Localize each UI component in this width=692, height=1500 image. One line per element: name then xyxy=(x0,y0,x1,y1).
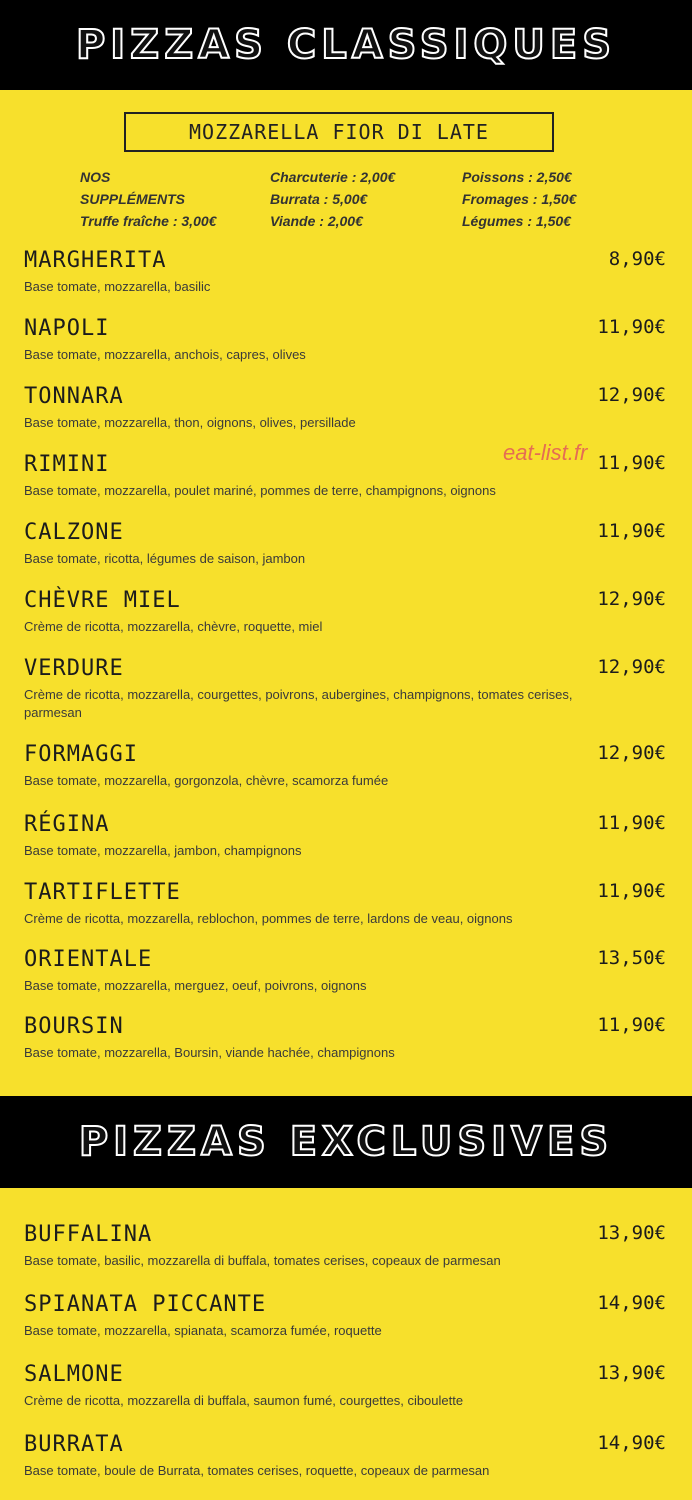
supplement-charcuterie: Charcuterie : 2,00€ xyxy=(270,169,396,185)
supplements-heading-line2: SUPPLÉMENTS xyxy=(80,191,186,207)
item-price: 12,90€ xyxy=(597,742,666,764)
item-name: MARGHERITA xyxy=(24,248,167,273)
item-name: TONNARA xyxy=(24,384,124,409)
item-name: NAPOLI xyxy=(24,316,110,341)
item-price: 14,90€ xyxy=(597,1432,666,1454)
supplement-legumes: Légumes : 1,50€ xyxy=(462,213,571,229)
item-description: Crème de ricotta, mozzarella, courgettes, poivrons, aubergines, champignons, tomates cerises, parmesan xyxy=(24,687,573,720)
item-name: TARTIFLETTE xyxy=(24,880,181,905)
item-name: RÉGINA xyxy=(24,812,110,837)
item-description: Crème de ricotta, mozzarella, reblochon, pommes de terre, lardons de veau, oignons xyxy=(24,911,513,926)
item-price: 8,90€ xyxy=(608,248,666,270)
supplement-burrata: Burrata : 5,00€ xyxy=(270,191,368,207)
supplement-truffe: Truffe fraîche : 3,00€ xyxy=(80,213,217,229)
supplement-fromages: Fromages : 1,50€ xyxy=(462,191,577,207)
header-pizzas-exclusives xyxy=(0,1096,692,1188)
item-description: Crème de ricotta, mozzarella, chèvre, roquette, miel xyxy=(24,619,323,634)
item-description: Crème de ricotta, mozzarella di buffala, saumon fumé, courgettes, ciboulette xyxy=(24,1393,464,1408)
item-name: BURRATA xyxy=(24,1432,124,1457)
header-pizzas-classiques xyxy=(0,0,692,90)
item-name: CHÈVRE MIEL xyxy=(24,588,181,613)
supplement-viande: Viande : 2,00€ xyxy=(270,213,363,229)
item-price: 11,90€ xyxy=(597,520,666,542)
item-price: 11,90€ xyxy=(597,316,666,338)
item-name: CALZONE xyxy=(24,520,124,545)
eat-list-watermark: eat-list.fr xyxy=(503,440,588,465)
supplements-col-1 xyxy=(80,166,216,232)
item-price: 12,90€ xyxy=(597,588,666,610)
item-name: SALMONE xyxy=(24,1362,124,1387)
item-price: 11,90€ xyxy=(597,452,666,474)
supplements-col-3 xyxy=(462,166,576,232)
supplement-poissons: Poissons : 2,50€ xyxy=(462,169,572,185)
item-description: Base tomate, mozzarella, poulet mariné, pommes de terre, champignons, oignons xyxy=(24,483,496,498)
item-description: Base tomate, mozzarella, jambon, champignons xyxy=(24,843,302,858)
item-price: 12,90€ xyxy=(597,384,666,406)
item-price: 11,90€ xyxy=(597,1014,666,1036)
item-price: 12,90€ xyxy=(597,656,666,678)
item-price: 13,90€ xyxy=(597,1222,666,1244)
item-description: Base tomate, mozzarella, thon, oignons, olives, persillade xyxy=(24,415,356,430)
item-description: Base tomate, boule de Burrata, tomates cerises, roquette, copeaux de parmesan xyxy=(24,1463,490,1478)
item-description: Base tomate, basilic, mozzarella di buffala, tomates cerises, copeaux de parmesan xyxy=(24,1253,501,1268)
item-price: 14,90€ xyxy=(597,1292,666,1314)
item-name: BOURSIN xyxy=(24,1014,124,1039)
item-description: Base tomate, ricotta, légumes de saison, jambon xyxy=(24,551,306,566)
item-description: Base tomate, mozzarella, anchois, capres, olives xyxy=(24,347,306,362)
section-title-classiques: PIZZAS CLASSIQUES xyxy=(75,22,617,68)
item-name: SPIANATA PICCANTE xyxy=(24,1292,267,1317)
item-description: Base tomate, mozzarella, basilic xyxy=(24,279,211,294)
item-price: 11,90€ xyxy=(597,812,666,834)
item-price: 11,90€ xyxy=(597,880,666,902)
supplements-block xyxy=(80,166,640,236)
item-description: Base tomate, mozzarella, merguez, oeuf, poivrons, oignons xyxy=(24,978,367,993)
item-description: Base tomate, mozzarella, Boursin, viande hachée, champignons xyxy=(24,1045,395,1060)
item-name: ORIENTALE xyxy=(24,947,153,972)
item-name: RIMINI xyxy=(24,452,110,477)
supplements-col-2 xyxy=(270,166,395,232)
item-description: Base tomate, mozzarella, spianata, scamorza fumée, roquette xyxy=(24,1323,382,1338)
item-price: 13,90€ xyxy=(597,1362,666,1384)
mozzarella-label-box: MOZZARELLA FIOR DI LATE xyxy=(124,112,554,152)
supplements-heading-line1: NOS xyxy=(80,169,111,185)
item-description: Base tomate, mozzarella, gorgonzola, chèvre, scamorza fumée xyxy=(24,773,389,788)
item-name: BUFFALINA xyxy=(24,1222,153,1247)
item-name: FORMAGGI xyxy=(24,742,138,767)
background-logo-pattern xyxy=(0,160,17,265)
item-price: 13,50€ xyxy=(597,947,666,969)
item-name: VERDURE xyxy=(24,656,124,681)
section-title-exclusives: PIZZAS EXCLUSIVES xyxy=(78,1119,614,1165)
